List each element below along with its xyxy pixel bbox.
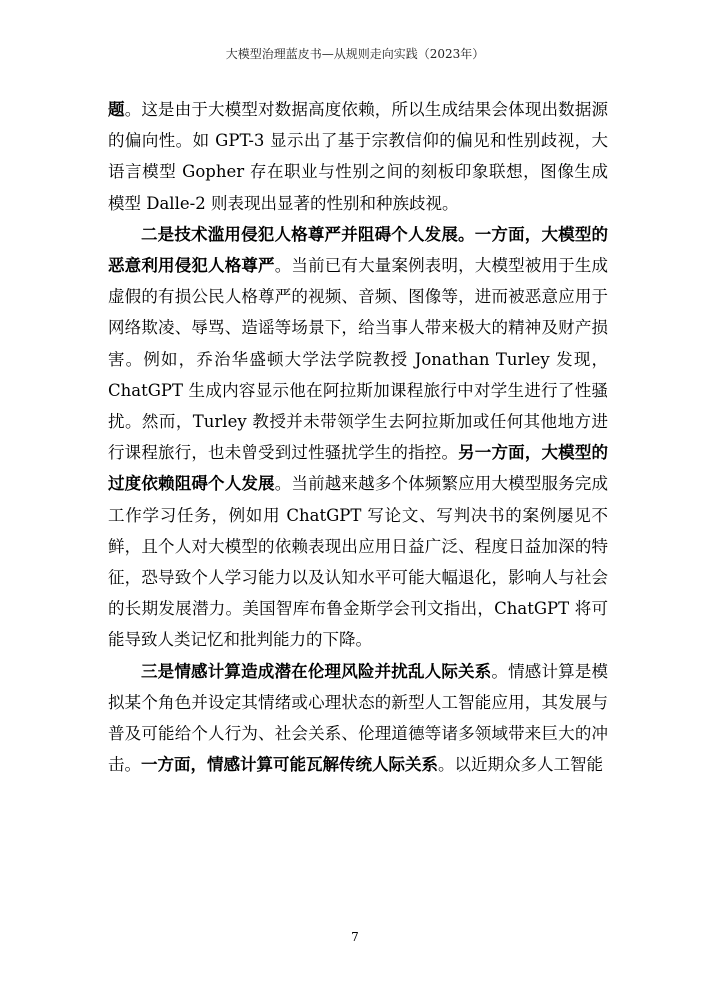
- plain-text: 。当前越来越多个体频繁应用大模型服务完成工作学习任务，例如用 ChatGPT 写论文、写判决书的案例屡见不鲜，且个人对大模型的依赖表现出应用日益广泛、程度日益加深的特征，恐导致个人学习能力以及认知水平可能大幅退化，影响人与社会的长期发展潜力。美国智库布鲁金斯学会刊文指出，ChatGPT 将可能导致人类记忆和批判能力的下降。: [108, 474, 609, 650]
- plain-text: 。这是由于大模型对数据高度依赖，所以生成结果会体现出数据源的偏向性。如 GPT-3 显示出了基于宗教信仰的偏见和性别歧视，大语言模型 Gopher 存在职业与性别之间的刻板印象联想，图像生成模型 Dalle-2 则表现出显著的性别和种族歧视。: [108, 100, 609, 213]
- plain-text: 。以近期众多人工智能: [438, 755, 603, 775]
- page-number: 7: [351, 930, 359, 944]
- paragraph-third-point: [108, 656, 608, 781]
- plain-text: 。当前已有大量案例表明，大模型被用于生成虚假的有损公民人格尊严的视频、音频、图像等，进而被恶意应用于网络欺凌、辱骂、造谣等场景下，给当事人带来极大的精神及财产损害。例如，乔治华盛顿大学法学院教授 Jonathan Turley 发现，ChatGPT 生成内容显示他在阿拉斯加课程旅行中对学生进行了性骚扰。然而，Turley 教授并未带领学生去阿拉斯加或任何其他地方进行课程旅行，也未曾受到过性骚扰学生的指控。: [108, 256, 609, 463]
- body-text: [108, 94, 608, 780]
- bold-text: 三是情感计算造成潜在伦理风险并扰乱人际关系: [141, 661, 492, 681]
- bold-text: 另一方面，大模型的过度依赖阻碍个人发展: [108, 443, 609, 494]
- bold-text: 题: [108, 100, 125, 119]
- paragraph-continuation: [108, 94, 608, 219]
- bold-text: 一方面，情感计算可能瓦解传统人际关系: [141, 755, 438, 775]
- bold-text: 二是技术滥用侵犯人格尊严并阻碍个人发展。一方面，大模型的恶意利用侵犯人格尊严: [108, 224, 608, 276]
- paragraph-second-point: [108, 219, 608, 656]
- plain-text: 。情感计算是模拟某个角色并设定其情绪或心理状态的新型人工智能应用，其发展与普及可能给个人行为、社会关系、伦理道德等诸多领域带来巨大的冲击。: [108, 661, 609, 775]
- running-header: 大模型治理蓝皮书—从规则走向实践（2023年）: [225, 47, 485, 61]
